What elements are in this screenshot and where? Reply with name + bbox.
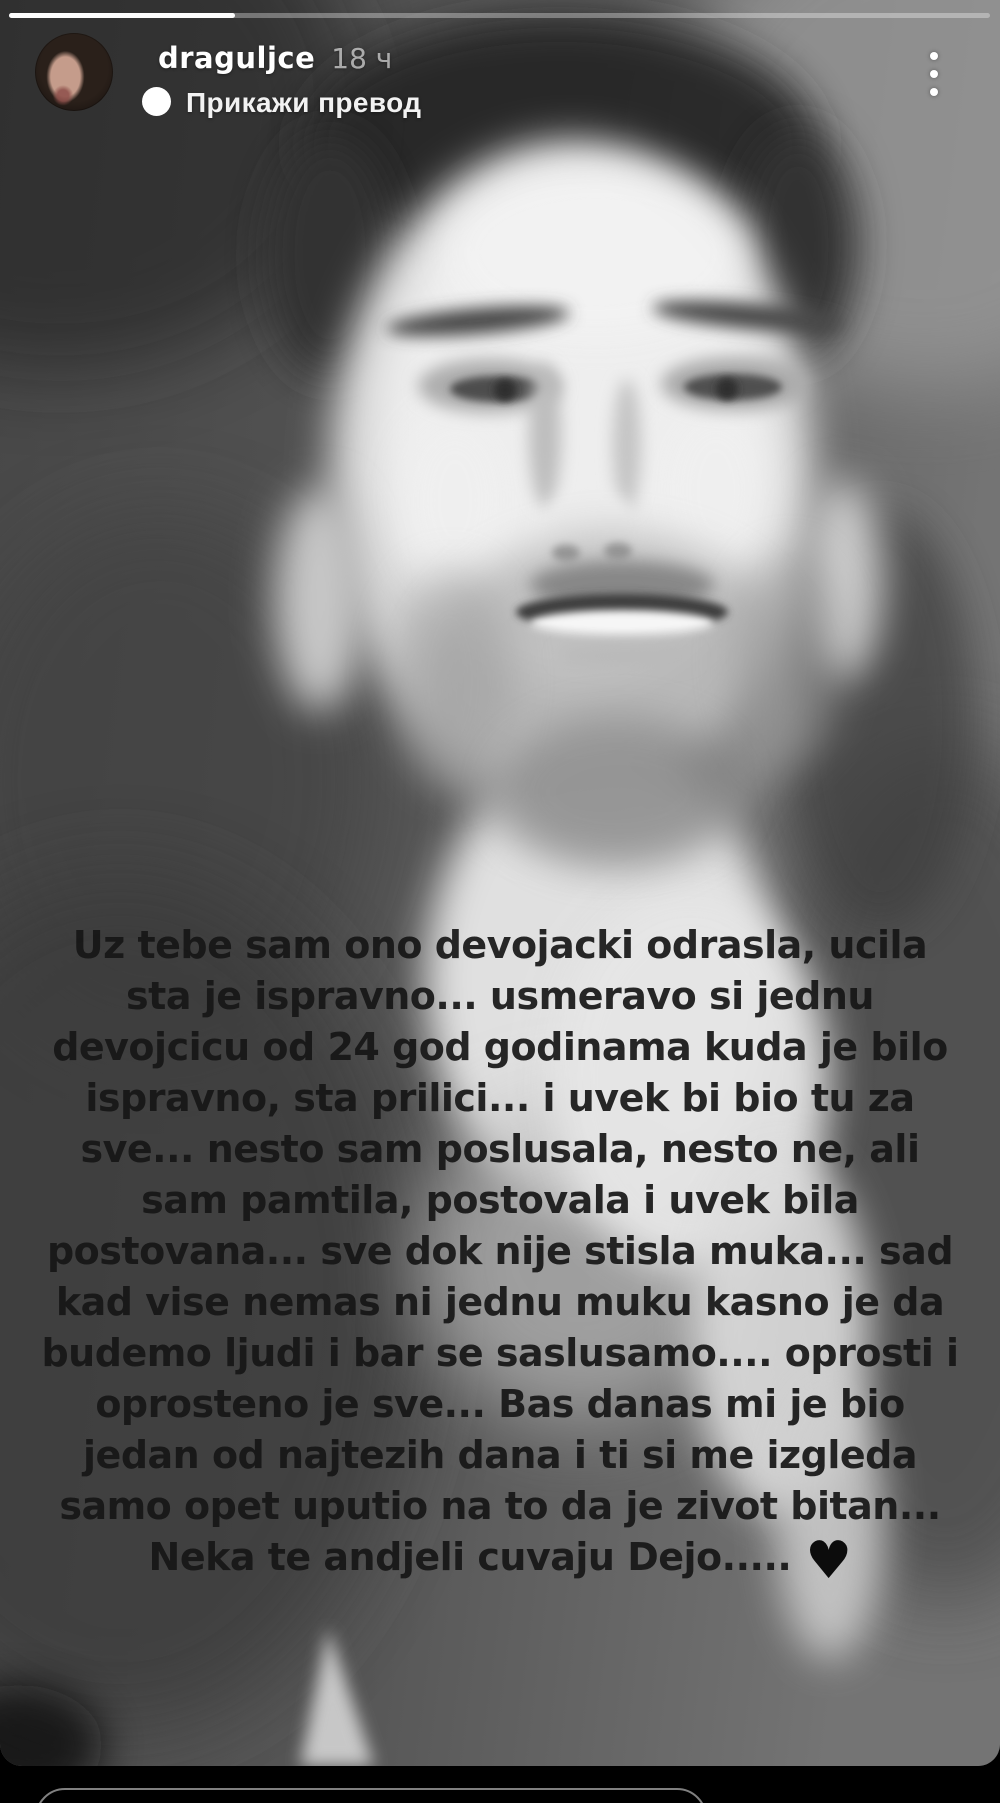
story-caption: [0, 920, 1000, 1591]
story-progress-bar: [9, 13, 990, 18]
vertical-ellipsis-icon: [930, 70, 938, 78]
caption-last-line: Neka te andjeli cuvaju Dejo..... ♥: [148, 1531, 852, 1591]
caption-line: devojcicu od 24 god godinama kuda je bilo: [52, 1025, 948, 1069]
caption-line: samo opet uputio na to da je zivot bitan...: [59, 1484, 941, 1528]
show-translation-button[interactable]: [140, 86, 421, 119]
reply-input[interactable]: [35, 1788, 707, 1803]
caption-line: sta je ispravno... usmeravo si jednu: [126, 974, 874, 1018]
caption-line: jedan od najtezih dana i ti si me izgleda: [83, 1433, 917, 1477]
more-options-button[interactable]: [921, 52, 947, 96]
vertical-ellipsis-icon: [930, 88, 938, 96]
caption-line: postovana... sve dok nije stisla muka... sad: [46, 1229, 954, 1273]
caption-line: ispravno, sta prilici... i uvek bi bio tu za: [85, 1076, 915, 1120]
show-translation-label: Прикажи превод: [186, 86, 422, 118]
caption-line: oprosteno je sve... Bas danas mi je bio: [95, 1382, 905, 1426]
header-row: [158, 41, 392, 75]
caption-line: sve... nesto sam poslusala, nesto ne, ali: [80, 1127, 920, 1171]
caption-line: budemo ljudi i bar se saslusamo.... oprosti i: [41, 1331, 959, 1375]
progress-fill: [9, 13, 235, 18]
timestamp: 18 ч: [331, 42, 393, 75]
caption-line: kad vise nemas ni jednu muku kasno je da: [55, 1280, 945, 1324]
translate-icon: [140, 86, 173, 119]
caption-line: sam pamtila, postovala i uvek bila: [141, 1178, 859, 1222]
avatar[interactable]: [35, 33, 113, 111]
username[interactable]: draguljce: [158, 41, 316, 75]
vertical-ellipsis-icon: [930, 52, 938, 60]
caption-line: Uz tebe sam ono devojacki odrasla, ucila: [72, 923, 928, 967]
caption-line: Neka te andjeli cuvaju Dejo.....: [148, 1535, 792, 1579]
